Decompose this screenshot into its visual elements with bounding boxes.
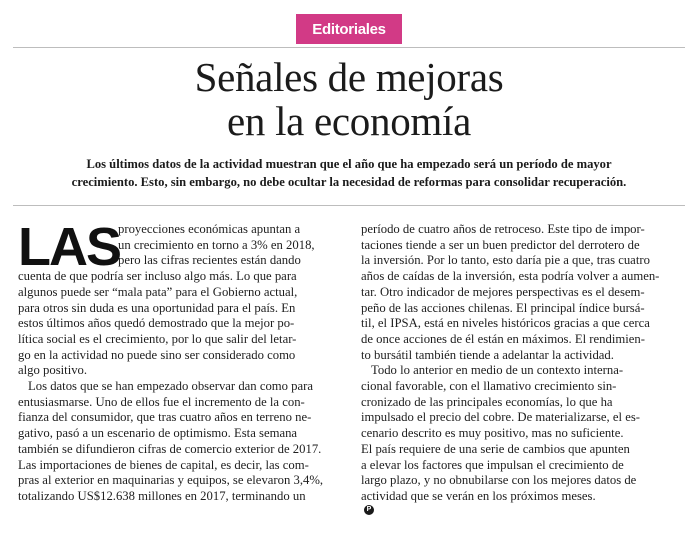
body-line: estos últimos años quedó demostrado que la mejor po- [18,316,295,331]
body-line: período de cuatro años de retroceso. Este tipo de impor- [361,222,645,236]
body-line: Los datos que se han empezado observar dan como para [28,379,314,394]
lead-line: Los últimos datos de la actividad muestran que el año que ha empezado será un período de mayor [86,157,612,171]
body-line: proyecciones económicas apuntan a [118,222,301,236]
body-line: El país requiere de una serie de cambios que apunten [361,441,630,456]
body-line: un crecimiento en torno a 3% en 2018, [118,237,315,252]
body-line: pras al exterior en maquinarias y equipos, se elevaron 3,4%, [18,473,324,488]
body-line: años de caídas de la inversión, esta podría volver a aumen- [361,269,660,284]
section-tag-label: Editoriales [312,20,386,38]
lead-line: crecimiento. Esto, sin embargo, no debe ocultar la necesidad de reformas para consolidar recuperación. [71,175,627,189]
body-line: cuenta de que podría ser incluso algo más. Lo que para [18,269,297,284]
section-tag[interactable] [296,14,402,44]
top-divider [13,47,685,48]
body-line: pero las cifras recientes están dando [118,253,301,268]
body-line: algunos puede ser “mala pata” para el Gobierno actual, [18,284,298,299]
body-line: impulsado el precio del cobre. De materializarse, el es- [361,410,641,425]
body-line: cronizado de las principales economías, lo que ha [361,394,613,409]
body-line: go en la actividad no puede sino ser considerado como [18,347,296,362]
headline-line: Señales de mejoras [194,54,504,100]
end-mark-icon: P [364,505,374,515]
body-line: gativo, pasó a un escenario de optimismo. Esta semana [18,426,298,441]
body-line: largo plazo, y no obnubilarse con los mejores datos de [361,473,637,488]
body-line: cenario descrito es muy positivo, mas no suficiente. [361,426,624,441]
headline [0,55,698,143]
body-line: to bursátil también tiende a adelantar la actividad. [361,347,614,362]
headline-line: en la economía [227,98,471,144]
body-column-right [361,222,686,515]
body-line: tar. Otro indicador de mejores perspectivas es el desem- [361,284,645,299]
body-line: til, el IPSA, está en niveles históricos gracias a que cerca [361,316,650,331]
body-line: lítica social es el crecimiento, por lo que salir del letar- [18,331,297,346]
body-line: totalizando US$12.638 millones en 2017, terminando un [18,488,306,503]
body-line: también se difundieron cifras de comercio exterior de 2017. [18,441,322,456]
body-line: algo positivo. [18,363,88,378]
body-line: fianza del consumidor, que tras cuatro años en terreno ne- [18,410,312,425]
body-line-last [361,489,686,515]
body-line: Todo lo anterior en medio de un contexto interna- [371,363,624,378]
body-line: Las importaciones de bienes de capital, es decir, las com- [18,457,309,472]
body-line: para otros sin duda es una oportunidad para el país. En [18,300,296,315]
body-line: de once acciones de él están en máximos. El rendimien- [361,331,645,346]
lead-divider [13,205,685,206]
body-line: taciones tiende a ser un buen predictor del derrotero de [361,237,640,252]
body-line-text: actividad que se verán en los próximos meses. [361,488,596,503]
body-line: a elevar los factores que impulsan el crecimiento de [361,457,624,472]
body-line: cional favorable, con el llamativo crecimiento sin- [361,379,617,394]
body-line: la inversión. Por lo tanto, esto daría pie a que, tras cuatro [361,253,650,268]
body-line: peño de las acciones chilenas. El principal índice bursá- [361,300,645,315]
body-line: entusiasmarse. Uno de ellos fue el incremento de la con- [18,394,305,409]
body-column-left [18,217,358,505]
lead-paragraph [12,155,686,191]
drop-cap: LAS [18,217,120,277]
